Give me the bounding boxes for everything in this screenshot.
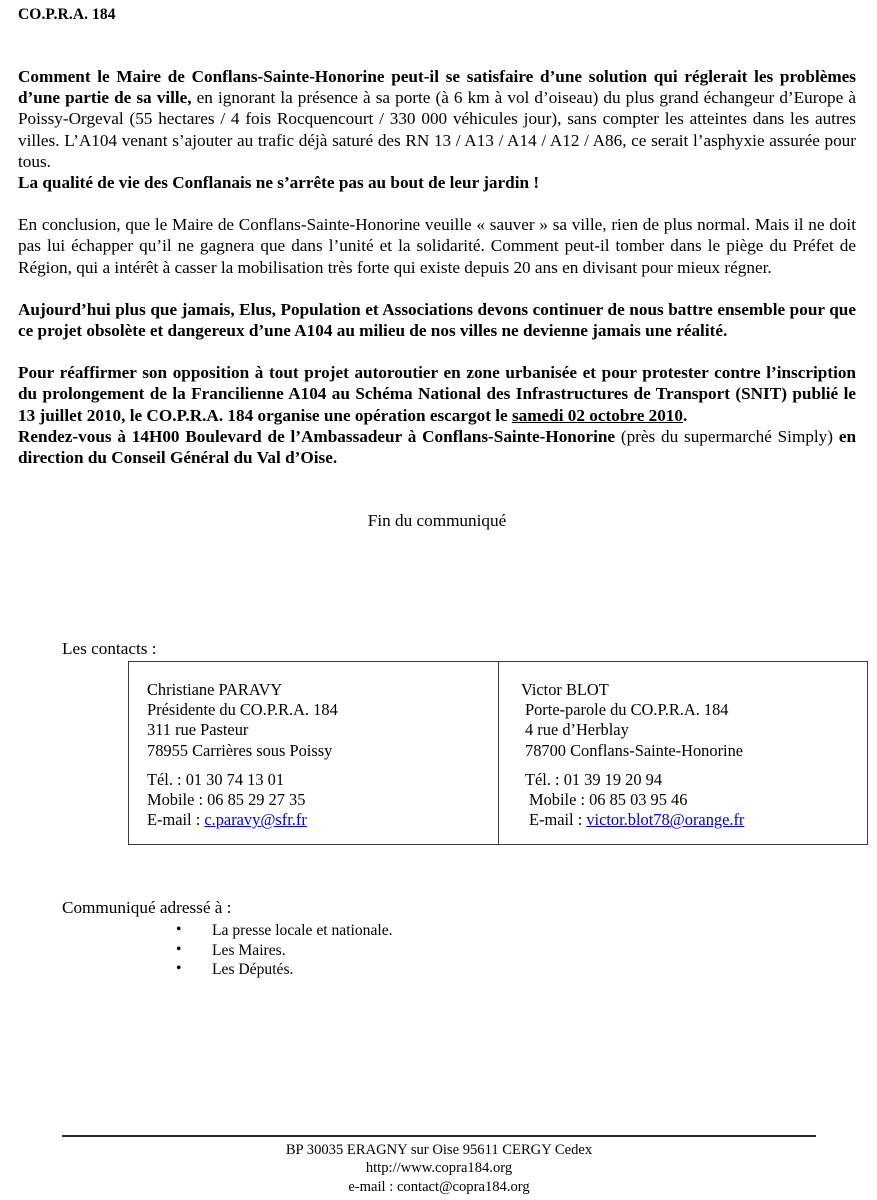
- contact-right-phone: Tél. : 01 39 19 20 94: [525, 769, 663, 789]
- distribution-label: Communiqué adressé à :: [62, 898, 232, 917]
- spacer-4: [18, 468, 856, 489]
- spacer-1: [18, 193, 856, 214]
- spacer-3: [18, 341, 856, 362]
- contacts-table: [128, 661, 868, 845]
- contact-left-gap: [147, 761, 498, 770]
- paragraph-1-rest: en ignorant la présence à sa porte (à 6 km à vol d’oiseau) du plus grand échangeur d’Europe à Poissy-Orgeval (55 hectares / 4 fois Rocquencourt / 330 000 véhicules jour), sans compter les atteintes dans les autres villes. L’A104 venant s’ajouter au trafic déjà saturé des RN 13 / A13 / A14 / A12 / A86, ce serait l’asphyxie assurée pour tous.: [18, 88, 856, 171]
- footer-website: http://www.copra184.org: [365, 1160, 513, 1177]
- paragraph-4-lead: Pour réaffirmer son opposition à tout projet autoroutier en zone urbanisée et pour protester contre l’inscription du prolongement de la Francilienne A104 au Schéma National des Infrastructures de Transport (SNIT) publié le 13 juillet 2010, le CO.P.R.A. 184 organise une opération escargot le: [18, 363, 856, 425]
- list-item-label: Les Députés.: [212, 961, 294, 979]
- paragraph-5-regular-mid: (près du supermarché Simply): [615, 426, 839, 446]
- bullet-icon: •: [176, 960, 182, 978]
- footer: [62, 1141, 816, 1196]
- list-item-label: Les Maires.: [212, 941, 286, 959]
- paragraph-3: Aujourd’hui plus que jamais, Elus, Population et Associations devons continuer de nous battre ensemble pour que ce projet obsolète et dangereux d’une A104 au milieu de nos villes ne devienne jamais une réalité.: [18, 299, 856, 341]
- list-item-label: La presse locale et nationale.: [212, 922, 393, 939]
- list-item: [176, 960, 393, 980]
- footer-address: BP 30035 ERAGNY sur Oise 95611 CERGY Cedex: [285, 1142, 593, 1158]
- distribution-list: [176, 921, 393, 980]
- footer-divider: [62, 1135, 816, 1137]
- contact-right-email-label: E-mail :: [529, 810, 587, 830]
- contact-card-left: [129, 662, 498, 844]
- paragraph-4: [18, 362, 856, 426]
- spacer-5: [18, 489, 856, 510]
- contact-right-email-link[interactable]: victor.blot78@orange.fr: [586, 810, 745, 830]
- paragraph-4-period: .: [683, 405, 688, 425]
- contact-left-role: Présidente du CO.P.R.A. 184: [147, 700, 338, 720]
- paragraph-1-bold-tail: La qualité de vie des Conflanais ne s’arrête pas au bout de leur jardin !: [18, 173, 540, 193]
- footer-email: e-mail : contact@copra184.org: [348, 1178, 530, 1195]
- contact-left-city: 78955 Carrières sous Poissy: [147, 740, 333, 760]
- contact-card-right: [498, 662, 867, 844]
- contact-right-email-row: [521, 810, 867, 830]
- contact-left-email-row: [147, 810, 498, 830]
- paragraph-1-bold-lead: Comment le Maire de Conflans-Sainte-Honorine peut-il se satisfaire d’une solution qui réglerait les problèmes d’une partie de sa ville,: [18, 67, 856, 108]
- document-header-title: CO.P.R.A. 184: [18, 6, 116, 23]
- paragraph-2: En conclusion, que le Maire de Conflans-Sainte-Honorine veuille « sauver » sa ville, rien de plus normal. Mais il ne doit pas lui échapper qu’il ne gagnera que dans l’unité et la solidarité. Comment peut-il tomber dans le piège du Préfet de Région, qui a intérêt à casser la mobilisation très forte qui existe depuis 20 ans en divisant pour mieux régner.: [18, 215, 856, 277]
- contact-right-gap: [521, 761, 867, 770]
- list-item: [176, 941, 393, 961]
- operation-date-underlined: samedi 02 octobre 2010: [511, 405, 683, 425]
- document-body: [18, 66, 856, 531]
- contact-left-phone: Tél. : 01 30 74 13 01: [147, 769, 285, 789]
- paragraph-1: [18, 66, 856, 193]
- contact-right-role: Porte-parole du CO.P.R.A. 184: [525, 700, 729, 720]
- spacer-2: [18, 278, 856, 299]
- closing-line: Fin du communiqué: [367, 511, 507, 531]
- contact-left-email-label: E-mail :: [147, 810, 205, 830]
- paragraph-5-bold-lead: Rendez-vous à 14H00 Boulevard de l’Ambassadeur à Conflans-Sainte-Honorine: [18, 426, 616, 446]
- paragraph-5: [18, 426, 856, 468]
- contact-left-mobile: Mobile : 06 85 29 27 35: [147, 790, 306, 810]
- contact-left-email-link[interactable]: c.paravy@sfr.fr: [204, 810, 307, 830]
- contacts-label: Les contacts :: [62, 639, 157, 658]
- contact-right-name: Victor BLOT: [521, 680, 609, 699]
- bullet-icon: •: [176, 921, 182, 938]
- contact-left-name: Christiane PARAVY: [147, 680, 283, 699]
- contact-right-city: 78700 Conflans-Sainte-Honorine: [525, 740, 744, 760]
- contact-left-street: 311 rue Pasteur: [147, 720, 249, 740]
- contact-right-street: 4 rue d’Herblay: [525, 720, 629, 740]
- contact-right-mobile: Mobile : 06 85 03 95 46: [529, 790, 688, 810]
- list-item: [176, 921, 393, 941]
- bullet-icon: •: [176, 940, 182, 958]
- paragraph-5-bold-tail: en direction du Conseil Général du Val d’Oise.: [18, 426, 856, 468]
